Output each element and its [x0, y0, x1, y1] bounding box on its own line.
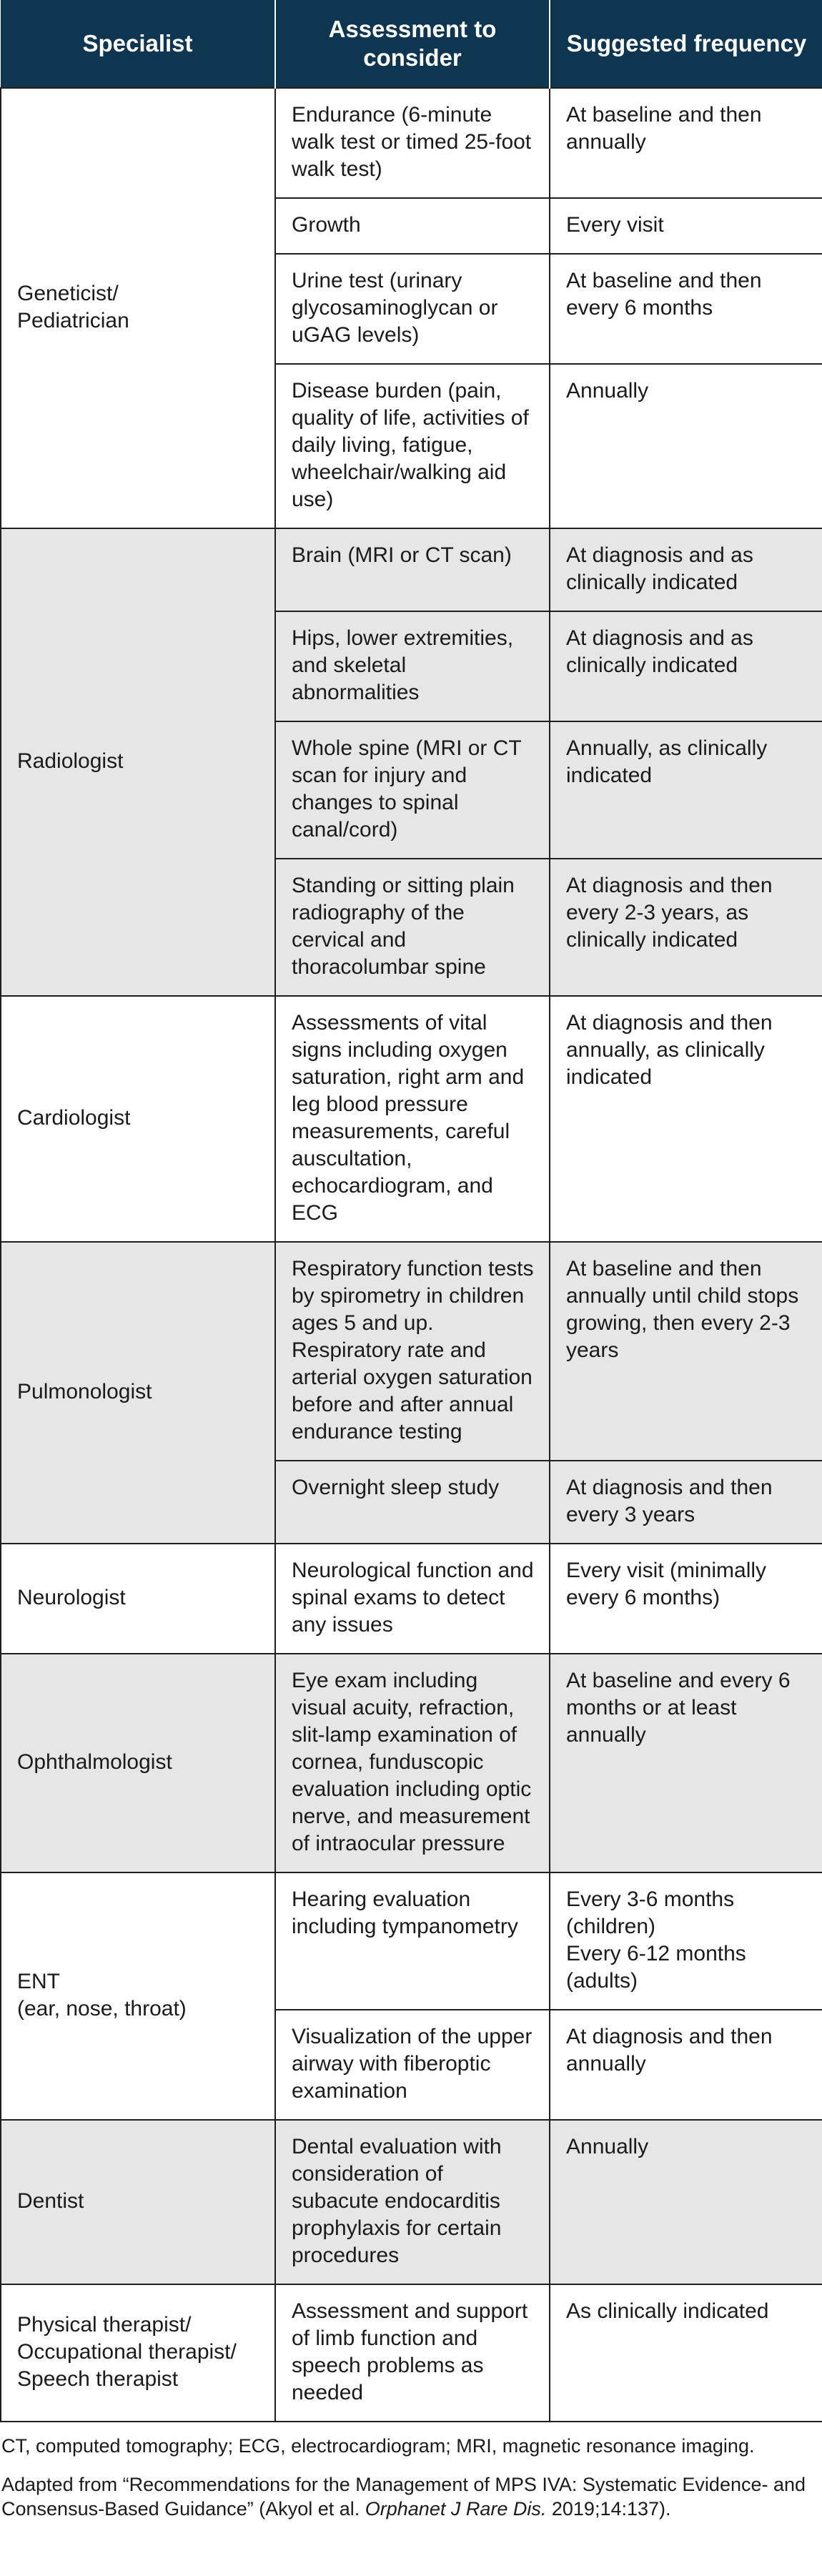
- source-journal: Orphanet J Rare Dis.: [365, 2498, 547, 2520]
- source-prefix: Adapted from “Recommendations for the Management of MPS IVA: Systematic Evidence- and Consensus-Based Guidance” (Akyol et al.: [1, 2474, 806, 2520]
- assessment-cell: Neurological function and spinal exams to detect any issues: [275, 1544, 550, 1654]
- table-row: [1, 88, 822, 198]
- assessment-cell: Respiratory function tests by spirometry in children ages 5 and up. Respiratory rate and arterial oxygen saturation before and after annual endurance testing: [275, 1242, 550, 1461]
- assessment-cell: Hips, lower extremities, and skeletal abnormalities: [275, 611, 550, 721]
- assessment-cell: Disease burden (pain, quality of life, activities of daily living, fatigue, wheelchair/walking aid use): [275, 364, 550, 528]
- frequency-cell: Annually: [550, 2120, 822, 2284]
- frequency-cell: As clinically indicated: [550, 2284, 822, 2422]
- frequency-cell: At baseline and then annually: [550, 88, 822, 198]
- table-row: [1, 1872, 822, 2010]
- header-assessment: Assessment to consider: [275, 0, 550, 88]
- table-row: [1, 1544, 822, 1654]
- frequency-cell: At diagnosis and then annually, as clinically indicated: [550, 996, 822, 1242]
- table-row: [1, 1654, 822, 1872]
- source-suffix: 2019;14:137).: [546, 2498, 671, 2520]
- specialist-cell: Ophthalmologist: [1, 1654, 275, 1872]
- frequency-cell: At baseline and then every 6 months: [550, 254, 822, 364]
- table-row: [1, 528, 822, 611]
- abbreviations-footnote: CT, computed tomography; ECG, electrocardiogram; MRI, magnetic resonance imaging.: [1, 2435, 755, 2457]
- specialist-cell: Radiologist: [1, 528, 275, 996]
- assessment-cell: Dental evaluation with consideration of subacute endocarditis prophylaxis for certain procedures: [275, 2120, 550, 2284]
- frequency-cell: Annually: [550, 364, 822, 528]
- assessment-cell: Hearing evaluation including tympanometry: [275, 1872, 550, 2010]
- assessment-cell: Visualization of the upper airway with fiberoptic examination: [275, 2010, 550, 2120]
- frequency-cell: Every visit (minimally every 6 months): [550, 1544, 822, 1654]
- frequency-cell: At diagnosis and as clinically indicated: [550, 528, 822, 611]
- assessment-cell: Overnight sleep study: [275, 1461, 550, 1544]
- assessment-cell: Whole spine (MRI or CT scan for injury and changes to spinal canal/cord): [275, 721, 550, 859]
- assessment-cell: Standing or sitting plain radiography of the cervical and thoracolumbar spine: [275, 859, 550, 996]
- table-row: [1, 2120, 822, 2284]
- table-body: [1, 88, 822, 2422]
- assessment-cell: Assessments of vital signs including oxygen saturation, right arm and leg blood pressure measurements, careful auscultation, echocardiogram, and ECG: [275, 996, 550, 1242]
- assessment-cell: Assessment and support of limb function and speech problems as needed: [275, 2284, 550, 2422]
- assessment-cell: Growth: [275, 198, 550, 254]
- header-frequency: Suggested frequency: [550, 0, 822, 88]
- frequency-cell: At diagnosis and then annually: [550, 2010, 822, 2120]
- specialist-cell: Cardiologist: [1, 996, 275, 1242]
- table-header-row: [1, 0, 822, 88]
- assessment-cell: Endurance (6-minute walk test or timed 25-foot walk test): [275, 88, 550, 198]
- frequency-cell: Every 3-6 months (children) Every 6-12 months (adults): [550, 1872, 822, 2010]
- header-specialist: Specialist: [1, 0, 275, 88]
- frequency-cell: At baseline and then annually until child stops growing, then every 2-3 years: [550, 1242, 822, 1461]
- table-row: [1, 2284, 822, 2422]
- source-footnote: [0, 2472, 822, 2521]
- specialist-cell: Dentist: [1, 2120, 275, 2284]
- assessment-cell: Brain (MRI or CT scan): [275, 528, 550, 611]
- table-row: [1, 996, 822, 1242]
- assessment-cell: Eye exam including visual acuity, refraction, slit-lamp examination of cornea, funduscopic evaluation including optic nerve, and measurement of intraocular pressure: [275, 1654, 550, 1872]
- frequency-cell: At diagnosis and as clinically indicated: [550, 611, 822, 721]
- frequency-cell: Annually, as clinically indicated: [550, 721, 822, 859]
- assessment-cell: Urine test (urinary glycosaminoglycan or uGAG levels): [275, 254, 550, 364]
- frequency-cell: At diagnosis and then every 2-3 years, as clinically indicated: [550, 859, 822, 996]
- table-row: [1, 1242, 822, 1461]
- frequency-cell: At diagnosis and then every 3 years: [550, 1461, 822, 1544]
- specialist-cell: ENT (ear, nose, throat): [1, 1872, 275, 2120]
- specialist-cell: Physical therapist/ Occupational therapist/ Speech therapist: [1, 2284, 275, 2422]
- frequency-cell: At baseline and every 6 months or at least annually: [550, 1654, 822, 1872]
- specialist-cell: Neurologist: [1, 1544, 275, 1654]
- frequency-cell: Every visit: [550, 198, 822, 254]
- specialist-cell: Pulmonologist: [1, 1242, 275, 1544]
- specialist-cell: Geneticist/ Pediatrician: [1, 88, 275, 528]
